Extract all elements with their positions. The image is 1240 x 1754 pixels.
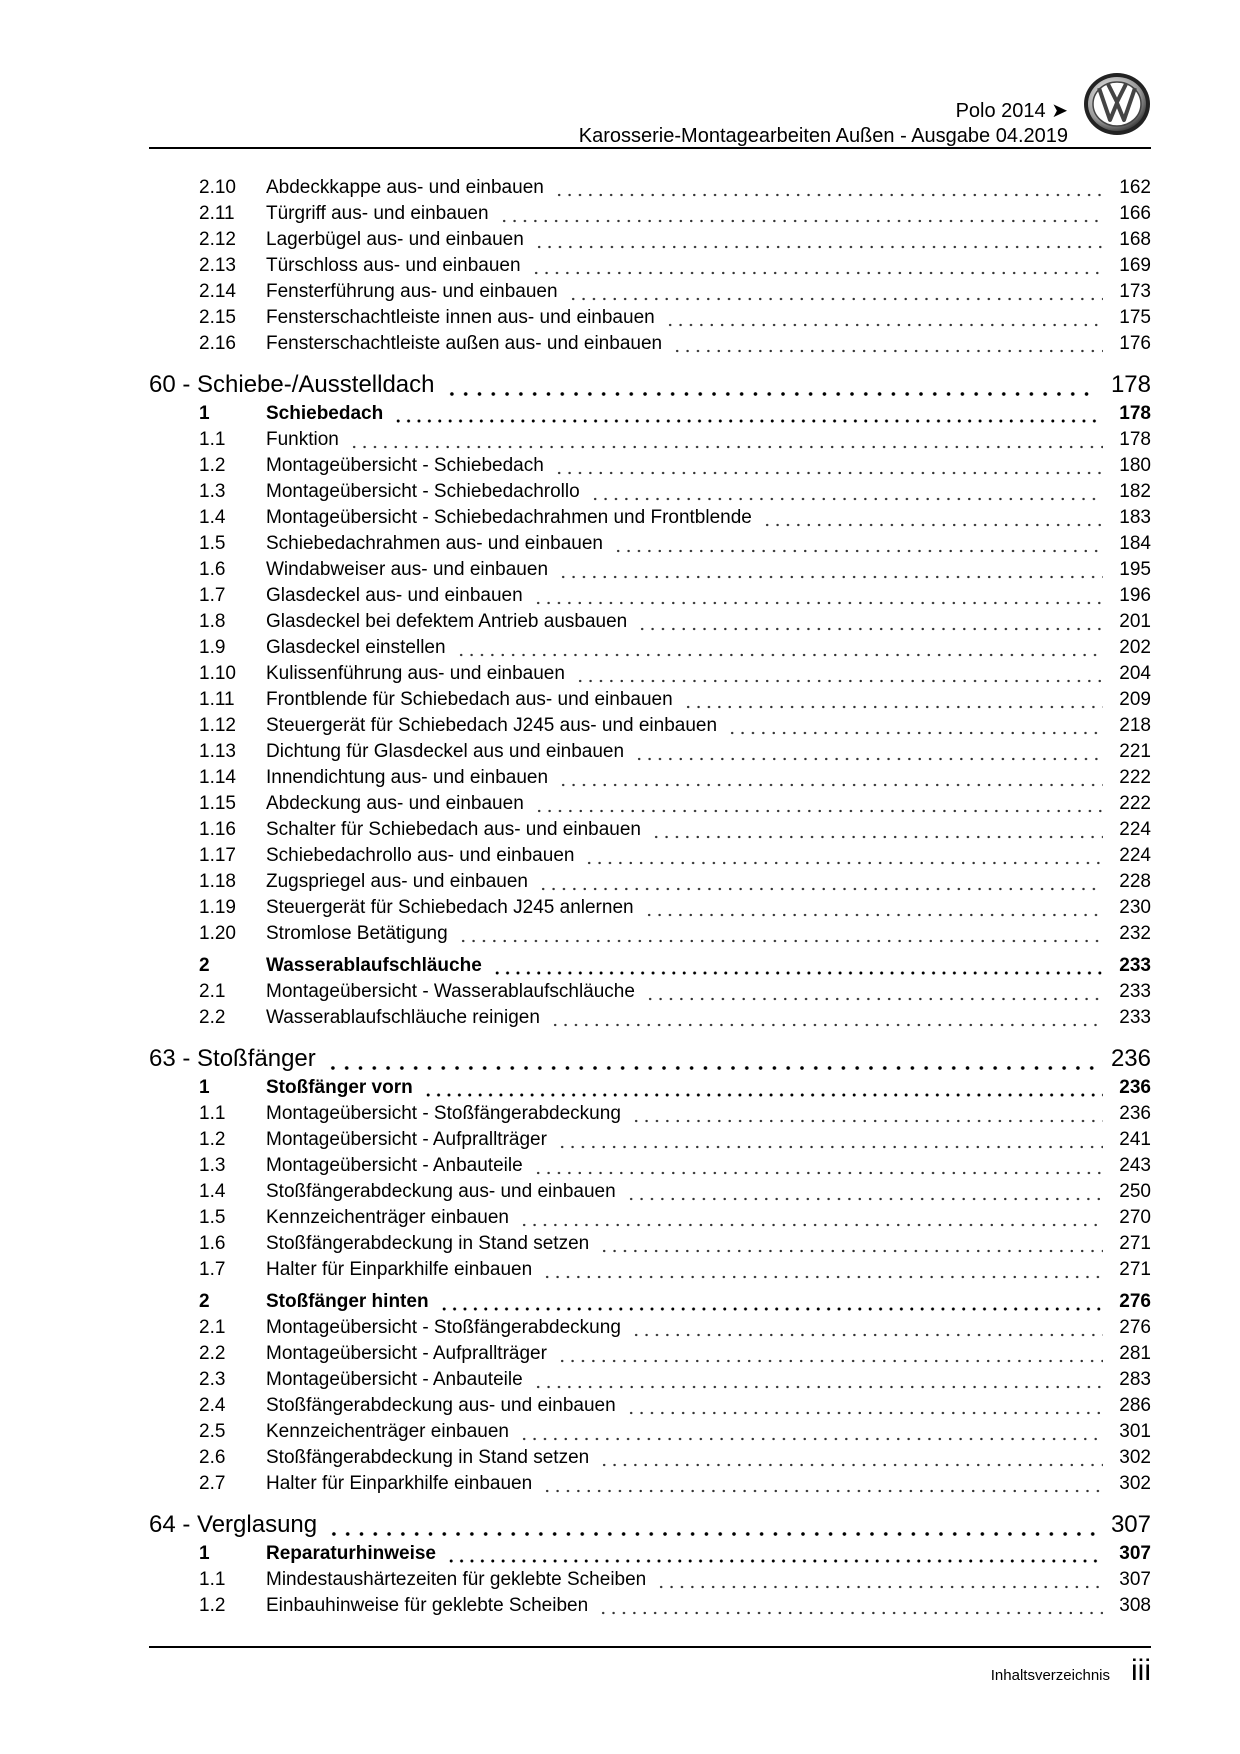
toc-sub-entry[interactable] bbox=[149, 175, 1151, 201]
toc-sub-entry[interactable] bbox=[149, 279, 1151, 305]
entry-number: 2 bbox=[199, 955, 210, 976]
entry-title: Montageübersicht - Anbauteile bbox=[266, 1155, 523, 1176]
dot-leader bbox=[542, 1257, 1103, 1283]
entry-number: 2.16 bbox=[199, 333, 236, 354]
dot-leader bbox=[499, 201, 1103, 227]
header-rule bbox=[149, 147, 1151, 149]
entry-title: 63 - Stoßfänger bbox=[149, 1045, 316, 1072]
entry-number: 1.18 bbox=[199, 871, 236, 892]
entry-number: 2.5 bbox=[199, 1421, 226, 1442]
entry-number: 2.3 bbox=[199, 1369, 226, 1390]
entry-page: 204 bbox=[1119, 663, 1151, 684]
dot-leader bbox=[584, 843, 1103, 869]
entry-page: 175 bbox=[1119, 307, 1151, 328]
entry-page: 302 bbox=[1119, 1447, 1151, 1468]
entry-title: Stoßfängerabdeckung aus- und einbauen bbox=[266, 1395, 616, 1416]
dot-leader bbox=[626, 1393, 1103, 1419]
toc-sub-entry[interactable] bbox=[149, 557, 1151, 583]
entry-page: 224 bbox=[1119, 819, 1151, 840]
entry-title: Wasserablaufschläuche reinigen bbox=[266, 1007, 540, 1028]
entry-title: Schiebedachrollo aus- und einbauen bbox=[266, 845, 575, 866]
toc-sub-entry[interactable] bbox=[149, 227, 1151, 253]
entry-title: Stoßfängerabdeckung in Stand setzen bbox=[266, 1447, 590, 1468]
toc-sub-entry[interactable] bbox=[149, 453, 1151, 479]
entry-title: Dichtung für Glasdeckel aus und einbauen bbox=[266, 741, 625, 762]
toc-section-entry[interactable] bbox=[149, 401, 1151, 427]
entry-number: 2 bbox=[199, 1291, 210, 1312]
entry-number: 1.1 bbox=[199, 429, 226, 450]
dot-leader bbox=[423, 1075, 1103, 1101]
entry-page: 308 bbox=[1119, 1595, 1151, 1616]
entry-page: 250 bbox=[1119, 1181, 1151, 1202]
toc-sub-entry[interactable] bbox=[149, 1005, 1151, 1031]
entry-title: Montageübersicht - Schiebedach bbox=[266, 455, 544, 476]
entry-number: 2.2 bbox=[199, 1343, 226, 1364]
entry-page: 178 bbox=[1119, 403, 1151, 424]
entry-title: Wasserablaufschläuche bbox=[266, 955, 482, 976]
entry-page: 236 bbox=[1119, 1077, 1151, 1098]
dot-leader bbox=[634, 739, 1103, 765]
entry-number: 1.12 bbox=[199, 715, 236, 736]
entry-title: Funktion bbox=[266, 429, 339, 450]
entry-number: 1 bbox=[199, 403, 210, 424]
entry-page: 232 bbox=[1119, 923, 1151, 944]
entry-number: 1.1 bbox=[199, 1103, 226, 1124]
entry-number: 1.8 bbox=[199, 611, 226, 632]
toc-sub-entry[interactable] bbox=[149, 531, 1151, 557]
entry-title: Stoßfänger vorn bbox=[266, 1077, 413, 1098]
entry-page: 221 bbox=[1119, 741, 1151, 762]
entry-page: 166 bbox=[1119, 203, 1151, 224]
dot-leader bbox=[672, 331, 1103, 357]
entry-page: 201 bbox=[1119, 611, 1151, 632]
table-of-contents bbox=[149, 175, 1151, 1619]
entry-page: 196 bbox=[1119, 585, 1151, 606]
entry-page: 307 bbox=[1110, 1511, 1151, 1538]
footer-rule bbox=[149, 1646, 1151, 1648]
entry-page: 302 bbox=[1119, 1473, 1151, 1494]
toc-sub-entry[interactable] bbox=[149, 1367, 1151, 1393]
entry-number: 1.6 bbox=[199, 1233, 226, 1254]
dot-leader bbox=[326, 1042, 1095, 1075]
entry-page: 195 bbox=[1119, 559, 1151, 580]
toc-sub-entry[interactable] bbox=[149, 583, 1151, 609]
toc-sub-entry[interactable] bbox=[149, 1419, 1151, 1445]
entry-page: 233 bbox=[1119, 955, 1151, 976]
vw-logo-icon bbox=[1083, 72, 1151, 136]
entry-page: 209 bbox=[1119, 689, 1151, 710]
entry-title: Stoßfängerabdeckung aus- und einbauen bbox=[266, 1181, 616, 1202]
toc-sub-entry[interactable] bbox=[149, 1393, 1151, 1419]
entry-title: Reparaturhinweise bbox=[266, 1543, 436, 1564]
toc-sub-entry[interactable] bbox=[149, 1231, 1151, 1257]
dot-leader bbox=[656, 1567, 1103, 1593]
header-model: Polo 2014 ➤ bbox=[955, 100, 1068, 122]
dot-leader bbox=[550, 1005, 1103, 1031]
header-title: Karosserie-Montagearbeiten Außen - Ausgabe 04.2019 bbox=[578, 125, 1068, 147]
dot-leader bbox=[558, 765, 1103, 791]
footer-section-label: Inhaltsverzeichnis bbox=[990, 1667, 1110, 1684]
entry-number: 1.19 bbox=[199, 897, 236, 918]
dot-leader bbox=[568, 279, 1103, 305]
entry-page: 182 bbox=[1119, 481, 1151, 502]
entry-title: Halter für Einparkhilfe einbauen bbox=[266, 1473, 533, 1494]
toc-section-entry[interactable] bbox=[149, 1289, 1151, 1315]
dot-leader bbox=[644, 895, 1103, 921]
entry-page: 178 bbox=[1110, 371, 1151, 398]
entry-page: 224 bbox=[1119, 845, 1151, 866]
entry-page: 243 bbox=[1119, 1155, 1151, 1176]
entry-title: Mindestaushärtezeiten für geklebte Scheiben bbox=[266, 1569, 647, 1590]
dot-leader bbox=[645, 979, 1103, 1005]
dot-leader bbox=[558, 557, 1103, 583]
toc-sub-entry[interactable] bbox=[149, 635, 1151, 661]
entry-number: 2.7 bbox=[199, 1473, 226, 1494]
dot-leader bbox=[727, 713, 1103, 739]
entry-page: 233 bbox=[1119, 1007, 1151, 1028]
entry-title: Kennzeichenträger einbauen bbox=[266, 1421, 509, 1442]
toc-sub-entry[interactable] bbox=[149, 1341, 1151, 1367]
entry-page: 270 bbox=[1119, 1207, 1151, 1228]
toc-sub-entry[interactable] bbox=[149, 505, 1151, 531]
entry-title: Montageübersicht - Anbauteile bbox=[266, 1369, 523, 1390]
toc-sub-entry[interactable] bbox=[149, 869, 1151, 895]
toc-sub-entry[interactable] bbox=[149, 201, 1151, 227]
entry-number: 1.2 bbox=[199, 455, 226, 476]
entry-title: Abdeckung aus- und einbauen bbox=[266, 793, 524, 814]
entry-page: 286 bbox=[1119, 1395, 1151, 1416]
toc-sub-entry[interactable] bbox=[149, 1127, 1151, 1153]
page-number: iii bbox=[1131, 1654, 1151, 1687]
toc-sub-entry[interactable] bbox=[149, 687, 1151, 713]
entry-number: 2.6 bbox=[199, 1447, 226, 1468]
entry-title: Montageübersicht - Stoßfängerabdeckung bbox=[266, 1317, 621, 1338]
entry-page: 230 bbox=[1119, 897, 1151, 918]
entry-number: 1.7 bbox=[199, 1259, 226, 1280]
dot-leader bbox=[762, 505, 1103, 531]
entry-title: 60 - Schiebe-/Ausstelldach bbox=[149, 371, 435, 398]
entry-page: 241 bbox=[1119, 1129, 1151, 1150]
entry-number: 1.15 bbox=[199, 793, 236, 814]
dot-leader bbox=[554, 453, 1103, 479]
toc-section-entry[interactable] bbox=[149, 1541, 1151, 1567]
entry-page: 222 bbox=[1119, 767, 1151, 788]
entry-number: 2.2 bbox=[199, 1007, 226, 1028]
toc-sub-entry[interactable] bbox=[149, 895, 1151, 921]
entry-title: Halter für Einparkhilfe einbauen bbox=[266, 1259, 533, 1280]
entry-number: 1.5 bbox=[199, 1207, 226, 1228]
dot-leader bbox=[533, 583, 1103, 609]
entry-number: 2.10 bbox=[199, 177, 236, 198]
dot-leader bbox=[531, 253, 1103, 279]
dot-leader bbox=[456, 635, 1103, 661]
entry-title: Lagerbügel aus- und einbauen bbox=[266, 229, 524, 250]
toc-sub-entry[interactable] bbox=[149, 843, 1151, 869]
toc-section-entry[interactable] bbox=[149, 953, 1151, 979]
toc-sub-entry[interactable] bbox=[149, 1179, 1151, 1205]
dot-leader bbox=[534, 791, 1103, 817]
entry-title: Montageübersicht - Schiebedachrollo bbox=[266, 481, 580, 502]
entry-number: 1.3 bbox=[199, 1155, 226, 1176]
entry-number: 1.20 bbox=[199, 923, 236, 944]
entry-title: Fensterschachtleiste innen aus- und einbauen bbox=[266, 307, 655, 328]
entry-title: Abdeckkappe aus- und einbauen bbox=[266, 177, 544, 198]
entry-number: 1.4 bbox=[199, 1181, 226, 1202]
toc-sub-entry[interactable] bbox=[149, 479, 1151, 505]
entry-page: 271 bbox=[1119, 1259, 1151, 1280]
entry-number: 1.6 bbox=[199, 559, 226, 580]
dot-leader bbox=[626, 1179, 1103, 1205]
dot-leader bbox=[575, 661, 1103, 687]
toc-sub-entry[interactable] bbox=[149, 713, 1151, 739]
entry-page: 180 bbox=[1119, 455, 1151, 476]
dot-leader bbox=[533, 1153, 1103, 1179]
dot-leader bbox=[492, 953, 1103, 979]
entry-number: 1.10 bbox=[199, 663, 236, 684]
toc-sub-entry[interactable] bbox=[149, 1257, 1151, 1283]
dot-leader bbox=[349, 427, 1103, 453]
toc-chapter-entry[interactable] bbox=[149, 1508, 1151, 1541]
entry-page: 173 bbox=[1119, 281, 1151, 302]
dot-leader bbox=[631, 1101, 1103, 1127]
dot-leader bbox=[534, 227, 1103, 253]
dot-leader bbox=[439, 1289, 1103, 1315]
entry-page: 169 bbox=[1119, 255, 1151, 276]
entry-title: Montageübersicht - Schiebedachrahmen und Frontblende bbox=[266, 507, 752, 528]
entry-page: 233 bbox=[1119, 981, 1151, 1002]
toc-sub-entry[interactable] bbox=[149, 921, 1151, 947]
entry-page: 283 bbox=[1119, 1369, 1151, 1390]
entry-title: Montageübersicht - Stoßfängerabdeckung bbox=[266, 1103, 621, 1124]
entry-page: 276 bbox=[1119, 1317, 1151, 1338]
entry-title: Windabweiser aus- und einbauen bbox=[266, 559, 549, 580]
entry-number: 1.2 bbox=[199, 1129, 226, 1150]
entry-title: Fensterführung aus- und einbauen bbox=[266, 281, 558, 302]
entry-number: 1.5 bbox=[199, 533, 226, 554]
entry-title: Türgriff aus- und einbauen bbox=[266, 203, 489, 224]
entry-page: 228 bbox=[1119, 871, 1151, 892]
toc-sub-entry[interactable] bbox=[149, 739, 1151, 765]
dot-leader bbox=[557, 1127, 1103, 1153]
dot-leader bbox=[533, 1367, 1103, 1393]
entry-page: 202 bbox=[1119, 637, 1151, 658]
dot-leader bbox=[446, 1541, 1103, 1567]
dot-leader bbox=[542, 1471, 1103, 1497]
entry-page: 162 bbox=[1119, 177, 1151, 198]
entry-title: Schalter für Schiebedach aus- und einbauen bbox=[266, 819, 641, 840]
entry-title: Kennzeichenträger einbauen bbox=[266, 1207, 509, 1228]
entry-page: 271 bbox=[1119, 1233, 1151, 1254]
entry-number: 1 bbox=[199, 1543, 210, 1564]
toc-sub-entry[interactable] bbox=[149, 1101, 1151, 1127]
entry-number: 2.13 bbox=[199, 255, 236, 276]
toc-sub-entry[interactable] bbox=[149, 979, 1151, 1005]
toc-sub-entry[interactable] bbox=[149, 791, 1151, 817]
toc-sub-entry[interactable] bbox=[149, 1315, 1151, 1341]
dot-leader bbox=[557, 1341, 1103, 1367]
entry-title: Steuergerät für Schiebedach J245 aus- und einbauen bbox=[266, 715, 718, 736]
entry-title: Glasdeckel bei defektem Antrieb ausbauen bbox=[266, 611, 628, 632]
toc-sub-entry[interactable] bbox=[149, 427, 1151, 453]
entry-page: 176 bbox=[1119, 333, 1151, 354]
dot-leader bbox=[519, 1419, 1103, 1445]
entry-title: Montageübersicht - Wasserablaufschläuche bbox=[266, 981, 635, 1002]
entry-number: 1.7 bbox=[199, 585, 226, 606]
entry-page: 183 bbox=[1119, 507, 1151, 528]
entry-number: 2.1 bbox=[199, 1317, 226, 1338]
entry-number: 2.1 bbox=[199, 981, 226, 1002]
dot-leader bbox=[445, 368, 1096, 401]
entry-number: 1.1 bbox=[199, 1569, 226, 1590]
dot-leader bbox=[599, 1231, 1103, 1257]
entry-title: Einbauhinweise für geklebte Scheiben bbox=[266, 1595, 589, 1616]
entry-title: Glasdeckel aus- und einbauen bbox=[266, 585, 523, 606]
dot-leader bbox=[637, 609, 1103, 635]
toc-sub-entry[interactable] bbox=[149, 609, 1151, 635]
dot-leader bbox=[519, 1205, 1103, 1231]
entry-page: 301 bbox=[1119, 1421, 1151, 1442]
entry-title: Innendichtung aus- und einbauen bbox=[266, 767, 549, 788]
entry-number: 1.14 bbox=[199, 767, 236, 788]
entry-title: Türschloss aus- und einbauen bbox=[266, 255, 521, 276]
toc-sub-entry[interactable] bbox=[149, 253, 1151, 279]
dot-leader bbox=[554, 175, 1103, 201]
dot-leader bbox=[683, 687, 1103, 713]
entry-title: Montageübersicht - Aufprallträger bbox=[266, 1129, 547, 1150]
dot-leader bbox=[590, 479, 1103, 505]
toc-sub-entry[interactable] bbox=[149, 765, 1151, 791]
entry-page: 236 bbox=[1119, 1103, 1151, 1124]
dot-leader bbox=[393, 401, 1103, 427]
toc-sub-entry[interactable] bbox=[149, 1567, 1151, 1593]
toc-sub-entry[interactable] bbox=[149, 1593, 1151, 1619]
entry-page: 276 bbox=[1119, 1291, 1151, 1312]
toc-sub-entry[interactable] bbox=[149, 1445, 1151, 1471]
entry-number: 1.3 bbox=[199, 481, 226, 502]
entry-number: 1.16 bbox=[199, 819, 236, 840]
entry-number: 1.4 bbox=[199, 507, 226, 528]
entry-title: 64 - Verglasung bbox=[149, 1511, 318, 1538]
entry-title: Steuergerät für Schiebedach J245 anlernen bbox=[266, 897, 634, 918]
toc-sub-entry[interactable] bbox=[149, 331, 1151, 357]
dot-leader bbox=[631, 1315, 1103, 1341]
entry-page: 184 bbox=[1119, 533, 1151, 554]
toc-sub-entry[interactable] bbox=[149, 305, 1151, 331]
entry-title: Stoßfängerabdeckung in Stand setzen bbox=[266, 1233, 590, 1254]
entry-page: 218 bbox=[1119, 715, 1151, 736]
entry-title: Glasdeckel einstellen bbox=[266, 637, 446, 658]
entry-title: Fensterschachtleiste außen aus- und einbauen bbox=[266, 333, 663, 354]
dot-leader bbox=[458, 921, 1103, 947]
entry-number: 2.12 bbox=[199, 229, 236, 250]
entry-page: 178 bbox=[1119, 429, 1151, 450]
toc-sub-entry[interactable] bbox=[149, 1153, 1151, 1179]
dot-leader bbox=[651, 817, 1103, 843]
entry-page: 307 bbox=[1119, 1543, 1151, 1564]
toc-chapter-entry[interactable] bbox=[149, 1042, 1151, 1075]
entry-title: Zugspriegel aus- und einbauen bbox=[266, 871, 528, 892]
toc-chapter-entry[interactable] bbox=[149, 368, 1151, 401]
entry-page: 222 bbox=[1119, 793, 1151, 814]
toc-sub-entry[interactable] bbox=[149, 1205, 1151, 1231]
entry-number: 2.11 bbox=[199, 203, 235, 224]
entry-title: Frontblende für Schiebedach aus- und einbauen bbox=[266, 689, 673, 710]
entry-number: 2.4 bbox=[199, 1395, 226, 1416]
entry-page: 236 bbox=[1110, 1045, 1151, 1072]
entry-page: 281 bbox=[1119, 1343, 1151, 1364]
entry-number: 1.2 bbox=[199, 1595, 226, 1616]
toc-sub-entry[interactable] bbox=[149, 1471, 1151, 1497]
entry-title: Stromlose Betätigung bbox=[266, 923, 448, 944]
dot-leader bbox=[665, 305, 1103, 331]
dot-leader bbox=[598, 1593, 1103, 1619]
toc-sub-entry[interactable] bbox=[149, 817, 1151, 843]
dot-leader bbox=[327, 1508, 1095, 1541]
dot-leader bbox=[613, 531, 1103, 557]
entry-title: Montageübersicht - Aufprallträger bbox=[266, 1343, 547, 1364]
entry-title: Schiebedachrahmen aus- und einbauen bbox=[266, 533, 603, 554]
dot-leader bbox=[599, 1445, 1103, 1471]
entry-number: 1 bbox=[199, 1077, 210, 1098]
toc-sub-entry[interactable] bbox=[149, 661, 1151, 687]
entry-page: 168 bbox=[1119, 229, 1151, 250]
toc-section-entry[interactable] bbox=[149, 1075, 1151, 1101]
entry-page: 307 bbox=[1119, 1569, 1151, 1590]
entry-title: Schiebedach bbox=[266, 403, 384, 424]
entry-number: 1.17 bbox=[199, 845, 236, 866]
entry-number: 2.14 bbox=[199, 281, 236, 302]
entry-title: Kulissenführung aus- und einbauen bbox=[266, 663, 565, 684]
dot-leader bbox=[538, 869, 1103, 895]
entry-number: 1.13 bbox=[199, 741, 236, 762]
entry-number: 2.15 bbox=[199, 307, 236, 328]
entry-number: 1.11 bbox=[199, 689, 235, 710]
entry-number: 1.9 bbox=[199, 637, 226, 658]
entry-title: Stoßfänger hinten bbox=[266, 1291, 429, 1312]
